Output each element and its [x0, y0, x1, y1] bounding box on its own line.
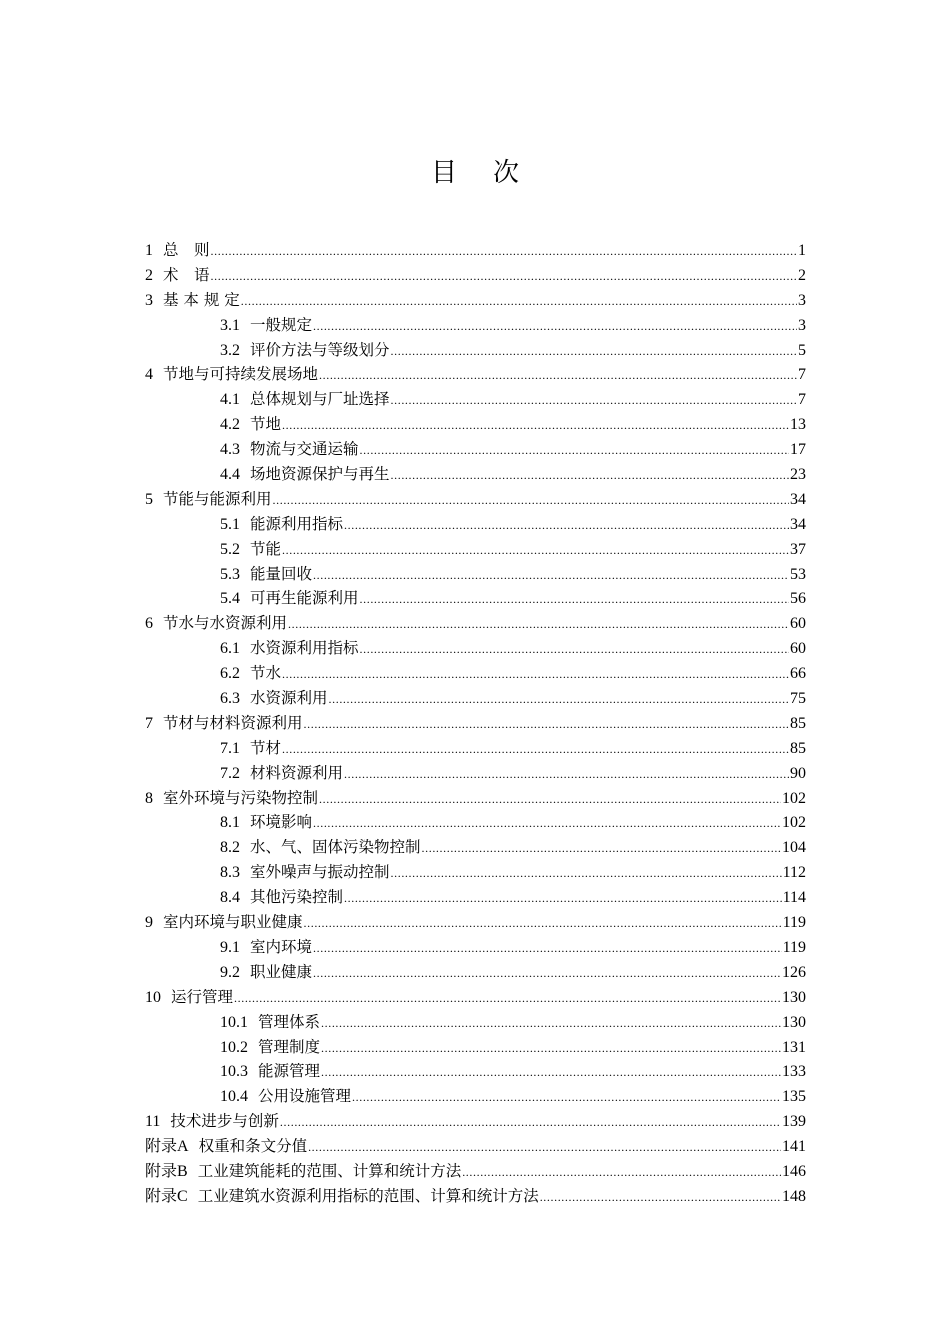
toc-entry[interactable]	[145, 935, 806, 960]
toc-entry-label: 节地	[250, 415, 282, 434]
toc-entry-number: 5.3	[220, 565, 240, 583]
toc-entry-page-number: 141	[782, 1138, 806, 1156]
toc-entry-page-number: 56	[790, 590, 806, 608]
toc-leader-dots	[540, 1185, 781, 1210]
toc-leader-dots	[391, 339, 797, 364]
toc-entry-number: 4.3	[220, 441, 240, 459]
toc-entry[interactable]	[145, 885, 806, 910]
toc-entry[interactable]	[145, 437, 806, 462]
toc-leader-dots	[241, 289, 797, 314]
toc-leader-dots	[422, 836, 781, 861]
toc-entry[interactable]	[145, 1035, 806, 1060]
toc-entry-label: 管理体系	[258, 1012, 321, 1031]
toc-entry-number: 4.2	[220, 416, 240, 434]
toc-entry-label: 其他污染控制	[250, 888, 344, 907]
toc-entry-page-number: 37	[790, 540, 806, 558]
toc-leader-dots	[282, 737, 789, 762]
toc-entry-number: 8.2	[220, 839, 240, 857]
toc-entry-label: 材料资源利用	[250, 763, 344, 782]
toc-entry-page-number: 102	[782, 789, 806, 807]
toc-entry-page-number: 135	[782, 1088, 806, 1106]
toc-entry-page-number: 119	[782, 914, 806, 932]
toc-entry-number: 6.1	[220, 640, 240, 658]
toc-entry-label: 室外噪声与振动控制	[250, 863, 390, 882]
toc-entry[interactable]	[145, 512, 806, 537]
toc-entry-label: 水资源利用指标	[250, 639, 359, 658]
toc-entry[interactable]	[145, 338, 806, 363]
toc-entry[interactable]	[145, 1159, 806, 1184]
toc-entry-number: 5	[145, 490, 153, 508]
toc-entry-page-number: 102	[782, 814, 806, 832]
toc-leader-dots	[273, 488, 789, 513]
toc-entry[interactable]	[145, 288, 806, 313]
toc-entry-label: 节水与水资源利用	[163, 614, 288, 633]
toc-entry[interactable]	[145, 910, 806, 935]
toc-entry-page-number: 85	[790, 714, 806, 732]
toc-entry-label: 基 本 规 定	[163, 290, 240, 309]
toc-entry-number: 3	[145, 291, 153, 309]
toc-entry[interactable]	[145, 810, 806, 835]
toc-entry-page-number: 17	[790, 441, 806, 459]
toc-entry-number: 附录C	[145, 1187, 188, 1205]
toc-entry[interactable]	[145, 960, 806, 985]
toc-entry[interactable]	[145, 263, 806, 288]
table-of-contents	[145, 238, 806, 1209]
toc-entry[interactable]	[145, 487, 806, 512]
toc-entry-number: 1	[145, 242, 153, 259]
toc-entry[interactable]	[145, 1109, 806, 1134]
toc-leader-dots	[360, 438, 789, 463]
toc-entry-page-number: 75	[790, 690, 806, 708]
toc-entry-label: 水资源利用	[250, 689, 328, 708]
toc-entry-number: 5.4	[220, 590, 240, 608]
toc-entry-label: 水、气、固体污染物控制	[250, 838, 421, 857]
toc-entry-number: 4.4	[220, 466, 240, 484]
toc-leader-dots	[321, 1011, 781, 1036]
toc-leader-dots	[319, 363, 797, 388]
toc-leader-dots	[329, 687, 789, 712]
toc-entry-page-number: 23	[790, 466, 806, 484]
toc-leader-dots	[308, 1135, 781, 1160]
toc-leader-dots	[282, 538, 789, 563]
toc-entry[interactable]	[145, 636, 806, 661]
toc-entry[interactable]	[145, 786, 806, 811]
toc-entry[interactable]	[145, 586, 806, 611]
toc-leader-dots	[282, 662, 789, 687]
toc-entry[interactable]	[145, 611, 806, 636]
toc-leader-dots	[304, 911, 782, 936]
toc-entry-number: 2	[145, 266, 153, 284]
toc-entry-label: 一般规定	[250, 315, 313, 334]
toc-entry-number: 3.2	[220, 341, 240, 359]
toc-leader-dots	[360, 637, 789, 662]
toc-entry-page-number: 114	[782, 889, 806, 907]
toc-entry-label: 室内环境	[250, 937, 313, 956]
toc-leader-dots	[313, 811, 781, 836]
toc-entry-number: 4.1	[220, 391, 240, 409]
toc-entry-label: 环境影响	[250, 813, 313, 832]
toc-entry[interactable]	[145, 736, 806, 761]
toc-entry-label: 能源利用指标	[250, 514, 344, 533]
toc-leader-dots	[211, 239, 797, 264]
toc-entry-page-number: 7	[798, 391, 806, 409]
toc-entry-number: 10.3	[220, 1063, 248, 1081]
toc-entry-number: 6.3	[220, 690, 240, 708]
toc-entry[interactable]	[145, 661, 806, 686]
toc-leader-dots	[321, 1036, 781, 1061]
toc-entry-page-number: 7	[798, 366, 806, 384]
toc-entry[interactable]	[145, 462, 806, 487]
toc-entry-page-number: 34	[790, 490, 806, 508]
toc-entry-number: 附录B	[145, 1162, 188, 1180]
toc-entry-label: 节地与可持续发展场地	[163, 365, 319, 384]
toc-entry[interactable]	[145, 362, 806, 387]
toc-entry-label: 节能	[250, 539, 282, 558]
toc-entry[interactable]	[145, 985, 806, 1010]
toc-leader-dots	[344, 513, 789, 538]
toc-entry-label: 节材与材料资源利用	[163, 713, 303, 732]
toc-entry-page-number: 85	[790, 739, 806, 757]
toc-entry-page-number: 1	[798, 242, 806, 259]
toc-entry-label: 可再生能源利用	[250, 589, 359, 608]
toc-entry-label: 工业建筑水资源利用指标的范围、计算和统计方法	[197, 1186, 539, 1205]
toc-leader-dots	[344, 886, 782, 911]
toc-leader-dots	[352, 1085, 781, 1110]
toc-entry-label: 室内环境与职业健康	[163, 913, 303, 932]
toc-entry-number: 8.3	[220, 864, 240, 882]
toc-entry-label: 节材	[250, 738, 282, 757]
toc-leader-dots	[313, 314, 797, 339]
toc-entry-label: 总体规划与厂址选择	[250, 390, 390, 409]
toc-entry-label: 公用设施管理	[258, 1087, 352, 1106]
toc-entry-page-number: 133	[782, 1063, 806, 1081]
toc-leader-dots	[313, 563, 789, 588]
toc-leader-dots	[321, 1060, 781, 1085]
toc-entry[interactable]	[145, 761, 806, 786]
toc-leader-dots	[211, 264, 797, 289]
toc-entry-number: 8.1	[220, 814, 240, 832]
toc-entry-label: 评价方法与等级划分	[250, 340, 390, 359]
toc-entry-number: 10.1	[220, 1013, 248, 1031]
toc-entry-page-number: 148	[782, 1187, 806, 1205]
toc-entry-page-number: 13	[790, 416, 806, 434]
toc-entry-page-number: 3	[798, 316, 806, 334]
toc-entry-number: 5.1	[220, 515, 240, 533]
toc-leader-dots	[391, 463, 789, 488]
toc-entry-number: 5.2	[220, 540, 240, 558]
toc-entry-label: 能量回收	[250, 564, 313, 583]
toc-entry-number: 10.4	[220, 1088, 248, 1106]
toc-entry-number: 7	[145, 714, 153, 732]
toc-entry-label: 场地资源保护与再生	[250, 465, 390, 484]
toc-entry-page-number: 2	[798, 266, 806, 284]
toc-entry[interactable]	[145, 412, 806, 437]
toc-entry-label: 总 则	[163, 241, 210, 259]
toc-entry[interactable]	[145, 387, 806, 412]
toc-entry-number: 4	[145, 366, 153, 384]
toc-leader-dots	[391, 388, 797, 413]
toc-entry-page-number: 131	[782, 1038, 806, 1056]
toc-entry-number: 7.1	[220, 739, 240, 757]
toc-entry-number: 9	[145, 914, 153, 932]
page-title: 目次	[430, 158, 555, 188]
toc-entry-label: 术 语	[163, 265, 210, 284]
toc-entry-number: 9.1	[220, 938, 240, 956]
toc-entry-number: 7.2	[220, 764, 240, 782]
toc-entry-page-number: 126	[782, 963, 806, 981]
toc-leader-dots	[313, 936, 782, 961]
toc-entry-page-number: 104	[782, 839, 806, 857]
toc-entry[interactable]	[145, 686, 806, 711]
toc-leader-dots	[288, 612, 789, 637]
toc-leader-dots	[319, 787, 781, 812]
toc-entry-number: 10	[145, 988, 161, 1006]
toc-entry-label: 节水	[250, 664, 282, 683]
toc-entry-page-number: 139	[782, 1113, 806, 1131]
toc-entry[interactable]	[145, 1184, 806, 1209]
toc-entry-page-number: 112	[782, 864, 806, 882]
toc-entry-label: 权重和条文分值	[198, 1137, 308, 1156]
toc-entry-page-number: 130	[782, 1013, 806, 1031]
toc-entry-page-number: 90	[790, 764, 806, 782]
toc-entry-page-number: 3	[798, 291, 806, 309]
toc-entry-number: 3.1	[220, 316, 240, 334]
toc-entry-number: 6	[145, 615, 153, 633]
toc-entry-number: 8.4	[220, 889, 240, 907]
toc-leader-dots	[313, 961, 781, 986]
toc-entry[interactable]	[145, 1059, 806, 1084]
toc-entry-number: 附录A	[145, 1138, 189, 1156]
toc-entry-page-number: 5	[798, 341, 806, 359]
toc-entry[interactable]	[145, 835, 806, 860]
toc-entry[interactable]	[145, 313, 806, 338]
toc-entry-label: 运行管理	[171, 987, 234, 1006]
toc-entry-page-number: 34	[790, 515, 806, 533]
toc-entry-page-number: 60	[790, 615, 806, 633]
toc-entry-number: 8	[145, 789, 153, 807]
toc-leader-dots	[391, 861, 782, 886]
toc-leader-dots	[304, 712, 789, 737]
toc-entry-page-number: 146	[782, 1162, 806, 1180]
toc-entry[interactable]	[145, 860, 806, 885]
toc-entry-page-number: 119	[782, 938, 806, 956]
toc-entry-label: 管理制度	[258, 1037, 321, 1056]
toc-entry-label: 工业建筑能耗的范围、计算和统计方法	[197, 1161, 462, 1180]
toc-entry-label: 物流与交通运输	[250, 440, 359, 459]
toc-entry-number: 6.2	[220, 665, 240, 683]
toc-leader-dots	[282, 413, 789, 438]
toc-entry-number: 10.2	[220, 1038, 248, 1056]
toc-entry-page-number: 130	[782, 988, 806, 1006]
toc-entry[interactable]	[145, 1084, 806, 1109]
toc-entry-page-number: 53	[790, 565, 806, 583]
toc-leader-dots	[360, 587, 789, 612]
toc-entry[interactable]	[145, 711, 806, 736]
toc-entry-page-number: 66	[790, 665, 806, 683]
toc-leader-dots	[280, 1110, 781, 1135]
toc-entry[interactable]	[145, 1010, 806, 1035]
toc-entry-label: 室外环境与污染物控制	[163, 788, 319, 807]
toc-entry-page-number: 60	[790, 640, 806, 658]
toc-entry-number: 11	[145, 1113, 161, 1131]
toc-entry[interactable]	[145, 562, 806, 587]
toc-entry[interactable]	[145, 537, 806, 562]
toc-leader-dots	[344, 762, 789, 787]
toc-entry-label: 技术进步与创新	[170, 1112, 279, 1131]
toc-entry-label: 节能与能源利用	[163, 489, 272, 508]
toc-entry-label: 职业健康	[250, 962, 313, 981]
toc-entry-number: 9.2	[220, 963, 240, 981]
toc-leader-dots	[234, 986, 781, 1011]
toc-entry[interactable]	[145, 238, 806, 263]
toc-entry[interactable]	[145, 1134, 806, 1159]
toc-entry-label: 能源管理	[258, 1062, 321, 1081]
toc-leader-dots	[462, 1160, 781, 1185]
